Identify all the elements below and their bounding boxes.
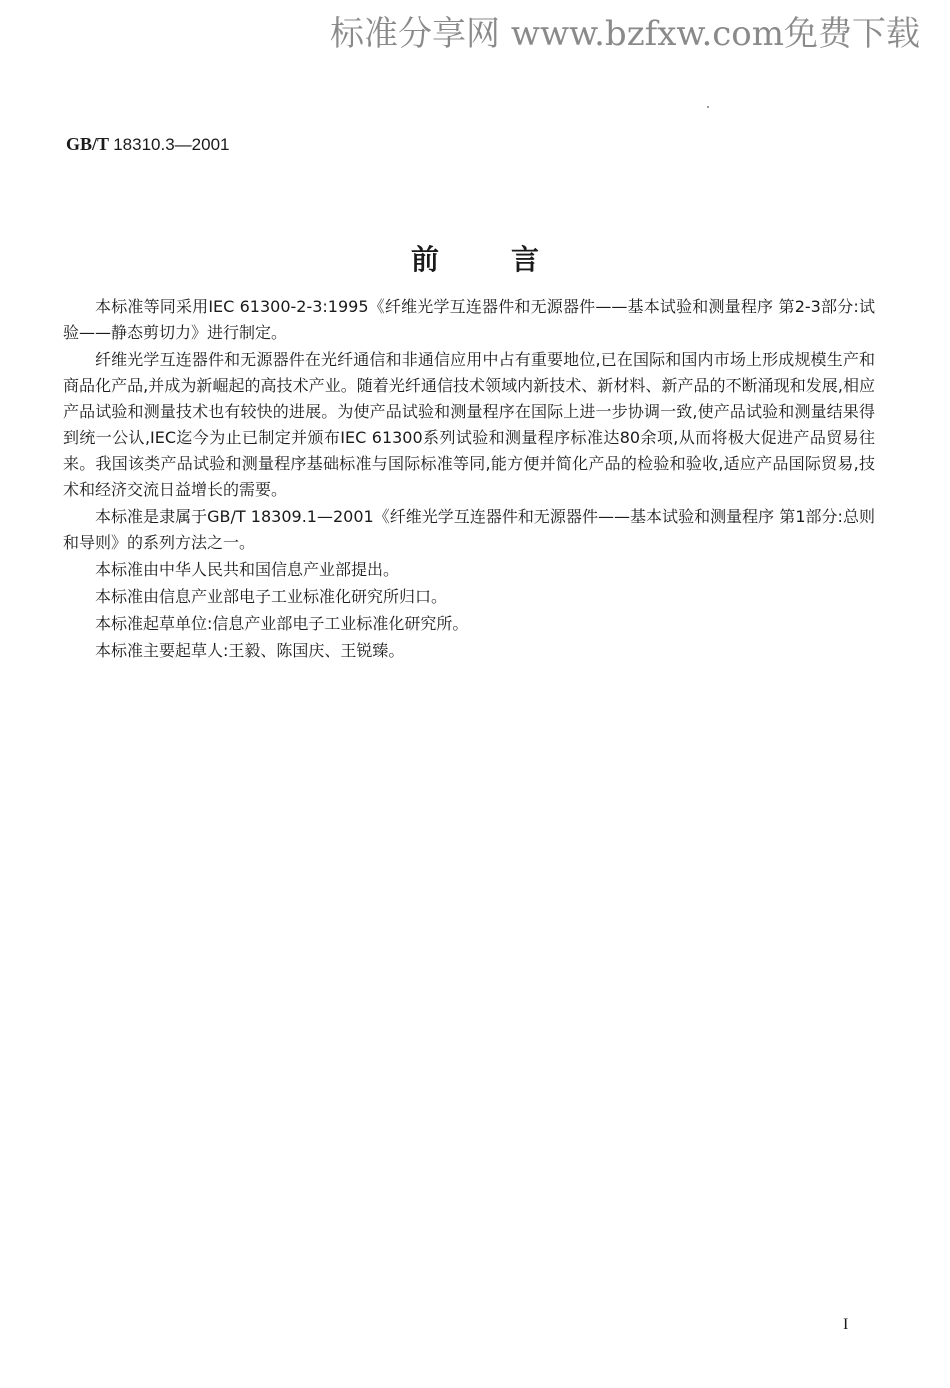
paragraph-background: 纤维光学互连器件和无源器件在光纤通信和非通信应用中占有重要地位,已在国际和国内市场上形成规模生产和商品化产品,并成为新崛起的高技术产业。随着光纤通信技术领域内新技术、新材料、新产品的不断涌现和发展,相应产品试验和测量技术也有较快的进展。为使产品试验和测量程序在国际上进一步协调一致,使产品试验和测量结果得到统一公认,IEC迄今为止已制定并颁布IEC 61300系列试验和测量程序标准达80余项,从而将极大促进产品贸易往来。我国该类产品试验和测量程序基础标准与国际标准等同,能方便并简化产品的检验和验收,适应产品国际贸易,技术和经济交流日益增长的需要。 — [63, 350, 875, 499]
page-title: 前言 — [410, 243, 611, 276]
watermark-text: 标准分享网 www.bzfxw.com免费下载 — [330, 14, 920, 54]
standard-prefix: GB/T — [66, 134, 109, 154]
paragraph-drafting-unit: 本标准起草单位:信息产业部电子工业标准化研究所。 — [95, 614, 469, 633]
standard-code — [66, 134, 229, 155]
page-number: I — [843, 1316, 849, 1333]
paragraph-series: 本标准是隶属于GB/T 18309.1—2001《纤维光学互连器件和无源器件——基本试验和测量程序 第1部分:总则和导则》的系列方法之一。 — [63, 507, 875, 552]
paragraph-adoption: 本标准等同采用IEC 61300-2-3:1995《纤维光学互连器件和无源器件——基本试验和测量程序 第2-3部分:试验——静态剪切力》进行制定。 — [63, 297, 875, 342]
scan-speck — [707, 106, 709, 108]
paragraph-proposer: 本标准由中华人民共和国信息产业部提出。 — [95, 560, 400, 579]
foreword-body — [63, 294, 875, 665]
paragraph-administrator: 本标准由信息产业部电子工业标准化研究所归口。 — [95, 587, 448, 606]
paragraph-drafters: 本标准主要起草人:王毅、陈国庆、王锐臻。 — [95, 641, 405, 660]
standard-number: 18310.3—2001 — [113, 135, 230, 154]
